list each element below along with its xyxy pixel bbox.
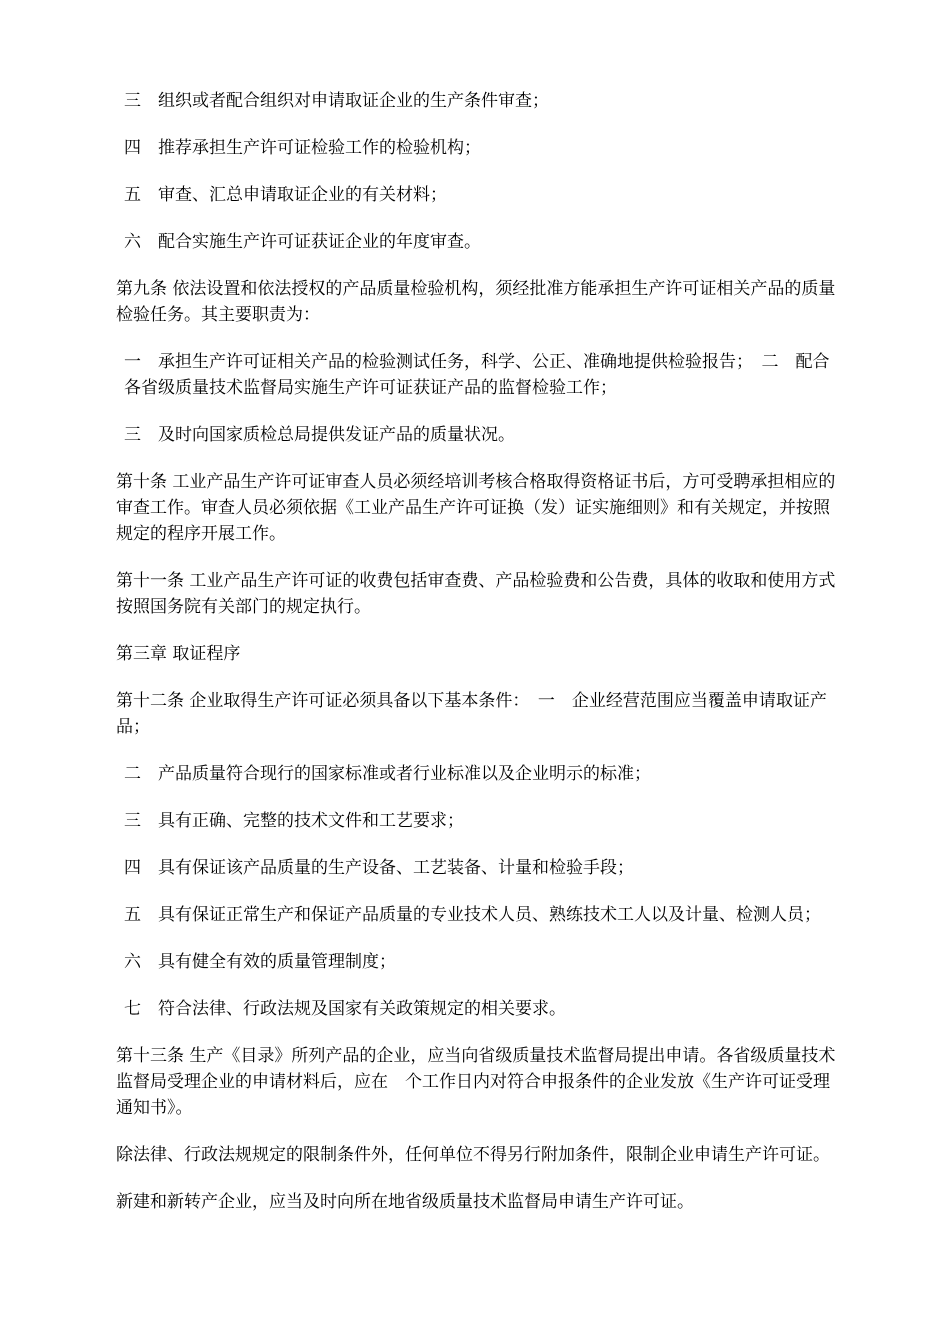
list-item-4: 四 具有保证该产品质量的生产设备、工艺装备、计量和检验手段； [124,858,634,878]
list-item-1-2: 一 承担生产许可证相关产品的检验测试任务，科学、公正、准确地提供检验报告； 二 配合各省级质量技术监督局实施生产许可证获证产品的监督检验工作； [124,352,830,398]
list-item-3: 三 具有正确、完整的技术文件和工艺要求； [124,811,464,831]
article-10: 第十条 工业产品生产许可证审查人员必须经培训考核合格取得资格证书后，方可受聘承担相应的审查工作。审查人员必须依据《工业产品生产许可证换（发）证实施细则》和有关规定，并按照规定的程序开展工作。 [116,472,836,544]
list-item-5: 五 审查、汇总申请取证企业的有关材料； [124,185,447,205]
list-item-6: 六 具有健全有效的质量管理制度； [124,952,396,972]
list-item-6: 六 配合实施生产许可证获证企业的年度审查。 [124,232,481,252]
article-12: 第十二条 企业取得生产许可证必须具备以下基本条件： 一 企业经营范围应当覆盖申请取证产品； [116,691,827,737]
article-11: 第十一条 工业产品生产许可证的收费包括审查费、产品检验费和公告费，具体的收取和使用方式按照国务院有关部门的规定执行。 [116,571,836,617]
article-9: 第九条 依法设置和依法授权的产品质量检验机构，须经批准方能承担生产许可证相关产品的质量检验任务。其主要职责为： [116,279,836,325]
paragraph-restrictions: 除法律、行政法规规定的限制条件外，任何单位不得另行附加条件，限制企业申请生产许可证。 [116,1145,830,1165]
list-item-3: 三 组织或者配合组织对申请取证企业的生产条件审查； [124,91,549,111]
list-item-4: 四 推荐承担生产许可证检验工作的检验机构； [124,138,481,158]
article-13: 第十三条 生产《目录》所列产品的企业，应当向省级质量技术监督局提出申请。各省级质量技术监督局受理企业的申请材料后，应在 个工作日内对符合申报条件的企业发放《生产许可证受理通知书》。 [116,1046,836,1118]
chapter-heading: 第三章 取证程序 [116,644,241,664]
list-item-2: 二 产品质量符合现行的国家标准或者行业标准以及企业明示的标准； [124,764,651,784]
list-item-7: 七 符合法律、行政法规及国家有关政策规定的相关要求。 [124,999,566,1019]
document-page [116,88,841,1236]
paragraph-new-enterprises: 新建和新转产企业，应当及时向所在地省级质量技术监督局申请生产许可证。 [116,1192,694,1212]
list-item-5: 五 具有保证正常生产和保证产品质量的专业技术人员、熟练技术工人以及计量、检测人员； [124,905,821,925]
list-item-3: 三 及时向国家质检总局提供发证产品的质量状况。 [124,425,515,445]
